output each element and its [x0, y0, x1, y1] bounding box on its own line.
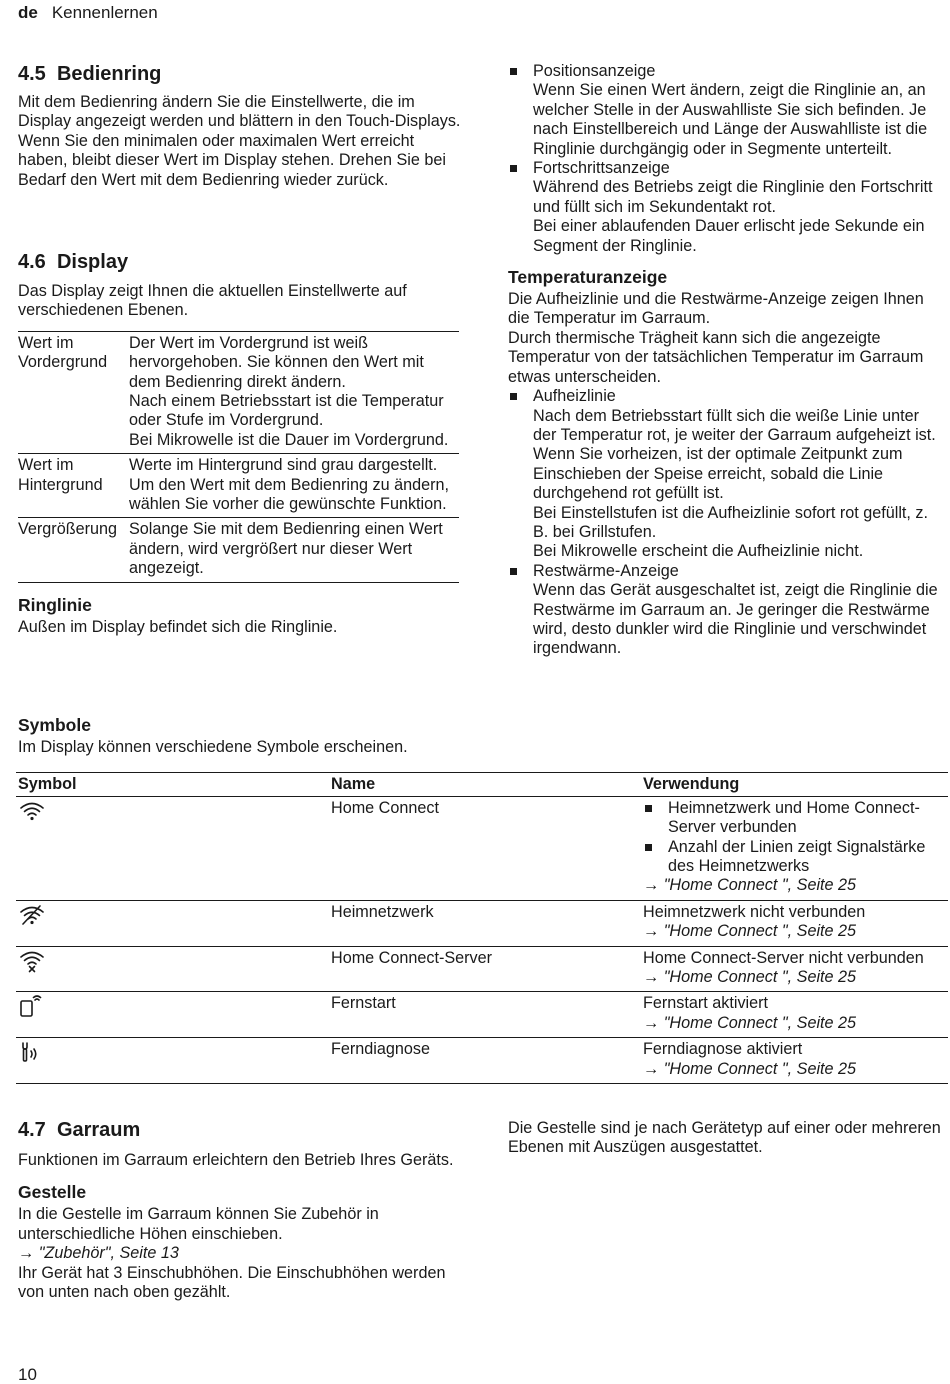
language-code: de — [18, 3, 38, 22]
chapter-title: Kennenlernen — [51, 3, 158, 22]
arrow-right-icon: → — [643, 1059, 660, 1078]
symbols-table — [16, 772, 948, 1084]
usage-cell — [641, 796, 948, 900]
paragraph: Die Gestelle sind je nach Gerätetyp auf einer oder mehreren Ebenen mit Auszügen ausgestattet. — [508, 1119, 941, 1157]
term-cell: Vergrößerung — [18, 518, 129, 582]
running-header — [18, 3, 158, 22]
wifi-icon — [18, 799, 46, 823]
list-item-text: Nach dem Betriebsstart füllt sich die weiße Linie unter der Temperatur rot, je weiter der Garraum aufgeheizt ist. Wenn Sie vorheizen, ist der optimale Zeitpunkt zum Einschieben der Speise erreicht, sobald die Linie durchgehend rot gefüllt ist. — [533, 406, 936, 503]
arrow-right-icon: → — [643, 922, 660, 941]
table-row — [18, 518, 459, 582]
column-header: Symbol — [16, 773, 329, 796]
table-row — [16, 796, 948, 900]
table-row — [18, 331, 459, 453]
paragraph: Im Display können verschiedene Symbole erscheinen. — [18, 738, 408, 756]
cross-reference-text[interactable]: "Home Connect ", Seite 25 — [663, 968, 857, 987]
subheading-ringlinie: Ringlinie — [18, 594, 92, 615]
paragraph: Ihr Gerät hat 3 Einschubhöhen. Die Einschubhöhen werden von unten nach oben gezählt. — [18, 1263, 446, 1302]
symbol-cell — [16, 946, 329, 992]
list-item: Heimnetzwerk und Home Connect-Server verbunden — [643, 799, 948, 838]
name-cell: Heimnetzwerk — [329, 900, 641, 946]
cross-reference[interactable] — [643, 922, 948, 941]
usage-text: Fernstart aktiviert — [643, 994, 769, 1013]
description-cell — [129, 454, 459, 518]
list-item-text: Wenn das Gerät ausgeschaltet ist, zeigt die Ringlinie die Restwärme im Garraum an. Je geringer die Restwärme wird, desto dunkler wird die Ringlinie und verschwindet irgendwann. — [533, 581, 938, 658]
usage-text: Home Connect-Server nicht verbunden — [643, 948, 924, 967]
section-number: 4.7 — [18, 1119, 46, 1141]
section-title: Bedienring — [56, 63, 162, 85]
description-cell — [129, 518, 459, 582]
list-item — [508, 62, 943, 159]
name-cell: Home Connect-Server — [329, 946, 641, 992]
arrow-right-icon: → — [643, 1013, 660, 1032]
table-row — [16, 946, 948, 992]
list-item-title: Restwärme-Anzeige — [533, 561, 679, 580]
symbol-cell — [16, 796, 329, 900]
name-cell: Ferndiagnose — [329, 1038, 641, 1084]
symbol-cell — [16, 900, 329, 946]
section-title: Garraum — [56, 1119, 141, 1141]
section-heading — [18, 250, 463, 274]
table-row — [16, 992, 948, 1038]
list-item-text: Bei einer ablaufenden Dauer erlischt jede Sekunde ein Segment der Ringlinie. — [533, 217, 925, 255]
section-number: 4.5 — [18, 63, 46, 85]
paragraph: Funktionen im Garraum erleichtern den Betrieb Ihres Geräts. — [18, 1151, 454, 1169]
usage-cell — [641, 946, 948, 992]
cross-reference[interactable] — [643, 1060, 948, 1079]
arrow-right-icon: → — [18, 1244, 35, 1263]
section-symbole — [18, 714, 950, 1084]
description-text: Der Wert im Vordergrund ist weiß hervorgehoben. Sie können den Wert mit dem Bedienring direkt ändern. — [129, 333, 424, 391]
paragraph: Wenn Sie den minimalen oder maximalen Wert erreicht haben, bleibt dieser Wert im Display stehen. Drehen Sie bei Bedarf den Wert mit dem Bedienring wieder zurück. — [18, 131, 446, 189]
paragraph: Das Display zeigt Ihnen die aktuellen Einstellwerte auf verschiedenen Ebenen. — [18, 282, 407, 320]
list-item — [508, 159, 943, 256]
list-item — [508, 562, 943, 659]
list-item-text: Wenn Sie einen Wert ändern, zeigt die Ringlinie an, an welcher Stelle in der Auswahlliste Sie sich befinden. Je nach Einstellbereich und Länge der Auswahlliste ist die Ringlinie durchgängig oder in Segmente unterteilt. — [533, 81, 928, 158]
usage-text: Ferndiagnose aktiviert — [643, 1040, 803, 1059]
section-heading — [18, 62, 463, 86]
paragraph: In die Gestelle im Garraum können Sie Zubehör in unterschiedliche Höhen einschieben. — [18, 1205, 379, 1243]
usage-text: Heimnetzwerk nicht verbunden — [643, 902, 866, 921]
section-garraum — [18, 1118, 463, 1302]
list-item-text: Bei Einstellstufen ist die Aufheizlinie sofort rot gefüllt, z. B. bei Grillstufen. — [533, 503, 928, 541]
table-row — [16, 900, 948, 946]
cross-reference-text[interactable]: "Home Connect ", Seite 25 — [663, 1059, 857, 1078]
description-text: Bei Mikrowelle ist die Dauer im Vordergrund. — [129, 430, 449, 449]
cross-reference[interactable] — [18, 1244, 463, 1263]
usage-cell — [641, 1038, 948, 1084]
usage-cell — [641, 992, 948, 1038]
term-cell: Wert im Hintergrund — [18, 454, 129, 518]
list-item-title: Positionsanzeige — [533, 62, 656, 80]
term-cell: Wert im Vordergrund — [18, 331, 129, 453]
cross-reference-text[interactable]: "Home Connect ", Seite 25 — [663, 922, 857, 941]
list-item-text: Bei Mikrowelle erscheint die Aufheizlinie nicht. — [533, 542, 864, 561]
table-row — [16, 1038, 948, 1084]
section-heading — [18, 1118, 463, 1142]
cross-reference-text[interactable]: "Zubehör", Seite 13 — [38, 1244, 179, 1263]
cross-reference[interactable] — [643, 876, 948, 895]
subheading-symbole: Symbole — [18, 715, 91, 735]
remote-diagnosis-icon — [18, 1040, 46, 1064]
paragraph: Die Aufheizlinie und die Restwärme-Anzeige zeigen Ihnen die Temperatur im Garraum. — [508, 290, 924, 328]
section-display — [18, 250, 463, 637]
wifi-server-off-icon — [18, 949, 46, 973]
name-cell: Fernstart — [329, 992, 641, 1038]
list-item-title: Aufheizlinie — [533, 387, 616, 406]
description-text: Werte im Hintergrund sind grau dargestellt. Um den Wert mit dem Bedienring zu ändern, wählen Sie vorher die gewünschte Funktion. — [129, 456, 450, 514]
description-cell — [129, 331, 459, 453]
list-item: Anzahl der Linien zeigt Signalstärke des Heimnetzwerks — [643, 838, 948, 877]
subheading-gestelle: Gestelle — [18, 1182, 87, 1203]
right-column-top — [508, 62, 943, 659]
cross-reference-text[interactable]: "Home Connect ", Seite 25 — [663, 1013, 857, 1032]
arrow-right-icon: → — [643, 968, 660, 987]
list-item-title: Fortschrittsanzeige — [533, 159, 670, 178]
column-header: Verwendung — [641, 773, 948, 796]
arrow-right-icon: → — [643, 876, 660, 895]
usage-cell — [641, 900, 948, 946]
section-bedienring — [18, 62, 463, 190]
temperature-list — [508, 387, 943, 659]
description-text: Nach einem Betriebsstart ist die Temperatur oder Stufe im Vordergrund. — [129, 392, 444, 430]
table-row — [18, 454, 459, 518]
name-cell: Home Connect — [329, 796, 641, 900]
paragraph: Durch thermische Trägheit kann sich die angezeigte Temperatur von der tatsächlichen Temperatur im Garraum etwas unterscheiden. — [508, 328, 924, 386]
list-item — [508, 387, 943, 562]
cross-reference[interactable] — [643, 1014, 948, 1033]
description-text: Solange Sie mit dem Bedienring einen Wert ändern, wird vergrößert nur dieser Wert angezeigt. — [129, 520, 443, 578]
symbol-cell — [16, 992, 329, 1038]
paragraph: Außen im Display befindet sich die Ringlinie. — [18, 617, 338, 636]
list-item-text: Während des Betriebs zeigt die Ringlinie den Fortschritt und füllt sich im Sekundentakt rot. — [533, 178, 933, 216]
section-title: Display — [56, 251, 129, 273]
remote-start-icon — [18, 994, 46, 1018]
cross-reference[interactable] — [643, 968, 948, 987]
display-table — [18, 331, 459, 583]
section-number: 4.6 — [18, 251, 46, 273]
page-number: 10 — [18, 1365, 37, 1384]
column-header: Name — [329, 773, 641, 796]
ringlinie-list — [508, 62, 943, 256]
paragraph: Mit dem Bedienring ändern Sie die Einstellwerte, die im Display angezeigt werden und blättern in den Touch-Displays. — [18, 93, 461, 131]
section-garraum-right — [508, 1119, 943, 1158]
symbol-cell — [16, 1038, 329, 1084]
usage-list — [643, 799, 948, 877]
cross-reference-text[interactable]: "Home Connect ", Seite 25 — [663, 876, 857, 895]
table-header-row — [16, 773, 948, 796]
subheading-temperaturanzeige: Temperaturanzeige — [508, 267, 668, 288]
wifi-off-icon — [18, 903, 46, 927]
